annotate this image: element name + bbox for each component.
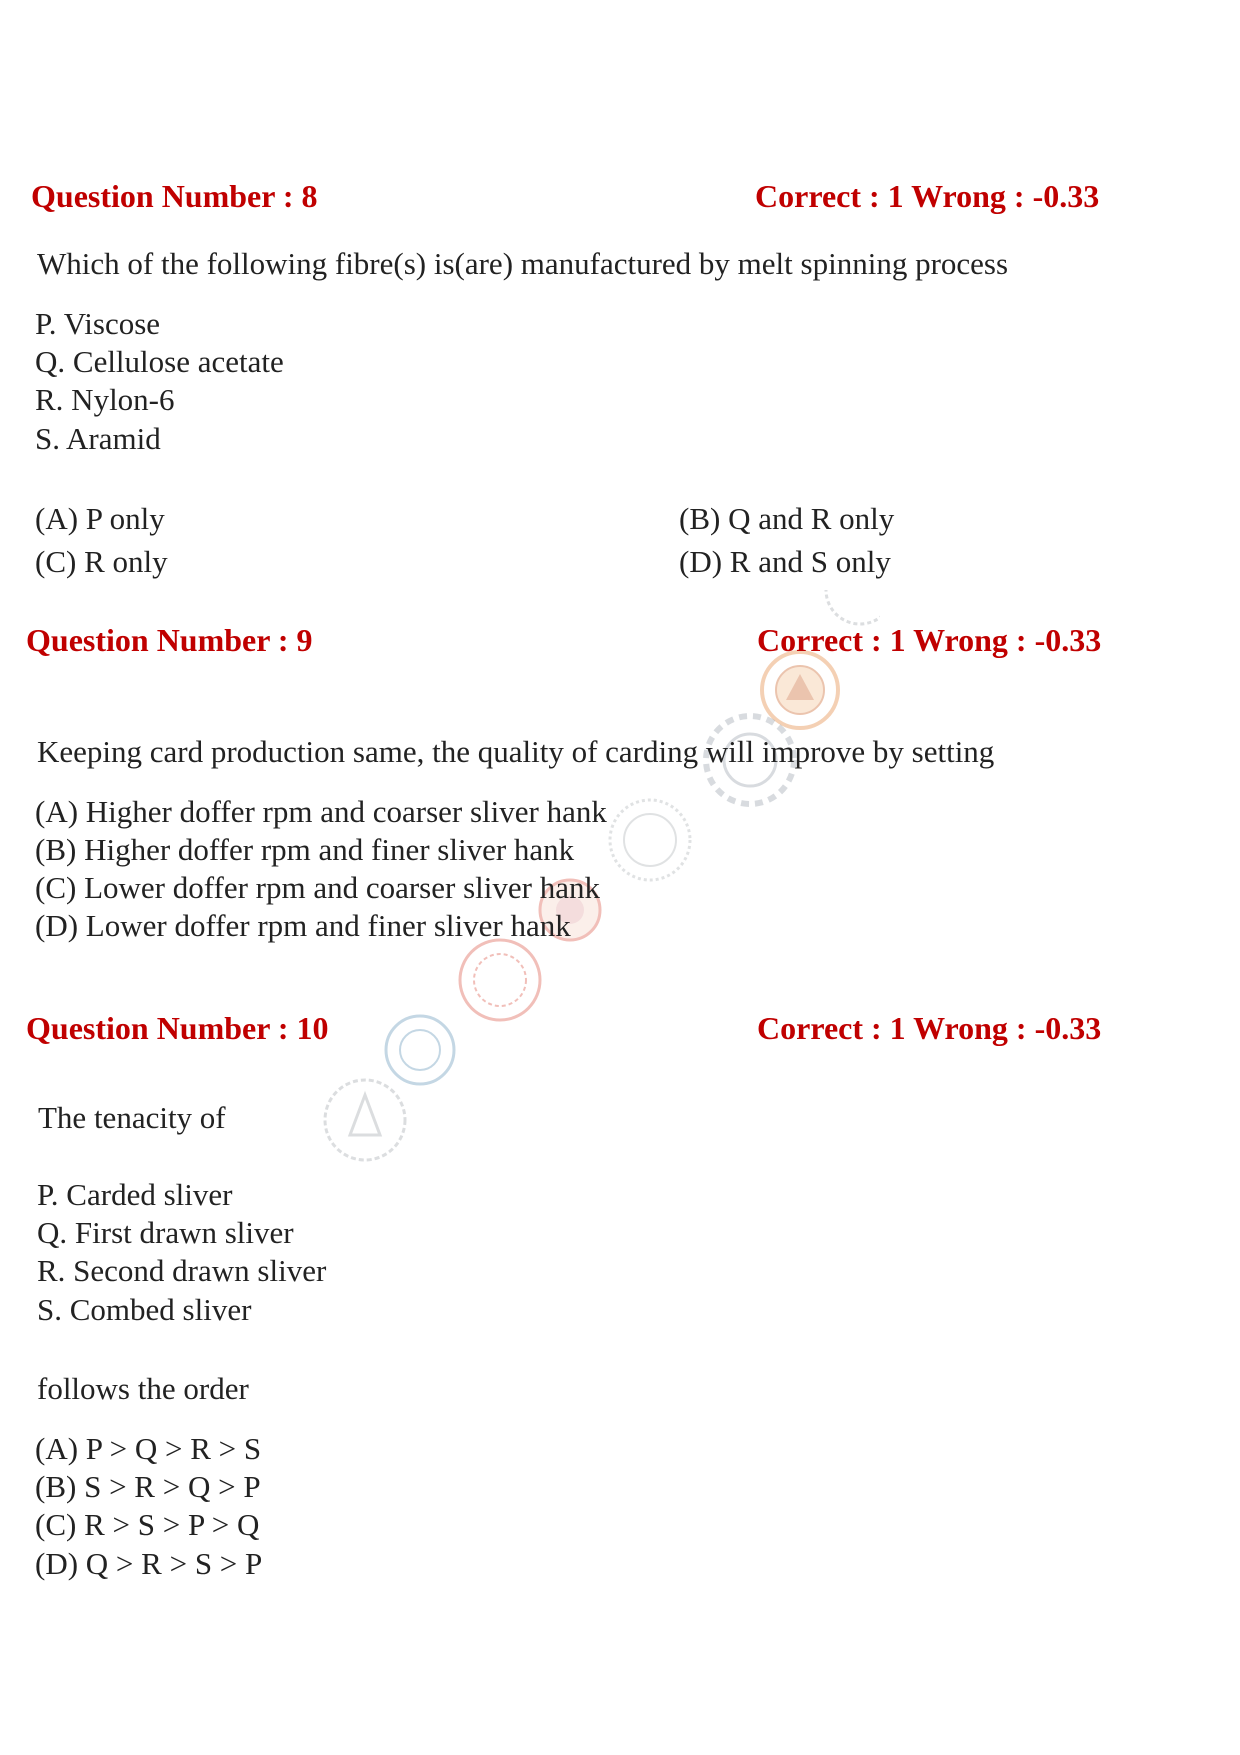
statement-item: Q. Cellulose acetate [35, 344, 284, 379]
answer-option: (A) P > Q > R > S [35, 1431, 262, 1466]
question-number: Question Number : 8 [31, 178, 318, 214]
question-10-header [0, 1010, 1240, 1050]
question-9-header [0, 622, 1240, 662]
question-stem: The tenacity of [38, 1100, 226, 1135]
answer-option: (D) Q > R > S > P [35, 1546, 263, 1581]
marking-scheme: Correct : 1 Wrong : -0.33 [757, 622, 1102, 658]
question-stem: Keeping card production same, the quality of carding will improve by setting [37, 734, 995, 769]
question-stem: Which of the following fibre(s) is(are) manufactured by melt spinning process [37, 246, 1009, 281]
answer-option: (C) R only [35, 544, 168, 579]
statement-item: P. Viscose [35, 306, 161, 341]
answer-option: (C) Lower doffer rpm and coarser sliver hank [35, 870, 600, 905]
answer-option: (C) R > S > P > Q [35, 1507, 260, 1542]
answer-option: (B) Higher doffer rpm and finer sliver hank [35, 832, 575, 867]
answer-option: (A) P only [35, 501, 165, 536]
marking-scheme: Correct : 1 Wrong : -0.33 [755, 178, 1100, 214]
statement-item: S. Combed sliver [37, 1292, 252, 1327]
answer-option: (A) Higher doffer rpm and coarser sliver hank [35, 794, 607, 829]
question-number: Question Number : 9 [26, 622, 313, 658]
answer-option: (D) R and S only [679, 544, 891, 579]
answer-option: (B) Q and R only [679, 501, 895, 536]
answer-option: (D) Lower doffer rpm and finer sliver hank [35, 908, 571, 943]
statement-item: S. Aramid [35, 421, 161, 456]
question-number: Question Number : 10 [26, 1010, 329, 1046]
marking-scheme: Correct : 1 Wrong : -0.33 [757, 1010, 1102, 1046]
question-8-header [0, 178, 1240, 218]
statement-item: Q. First drawn sliver [37, 1215, 294, 1250]
statement-item: P. Carded sliver [37, 1177, 233, 1212]
statement-item: R. Second drawn sliver [37, 1253, 327, 1288]
answer-option: (B) S > R > Q > P [35, 1469, 261, 1504]
statement-item: R. Nylon-6 [35, 382, 175, 417]
follow-text: follows the order [37, 1371, 249, 1406]
